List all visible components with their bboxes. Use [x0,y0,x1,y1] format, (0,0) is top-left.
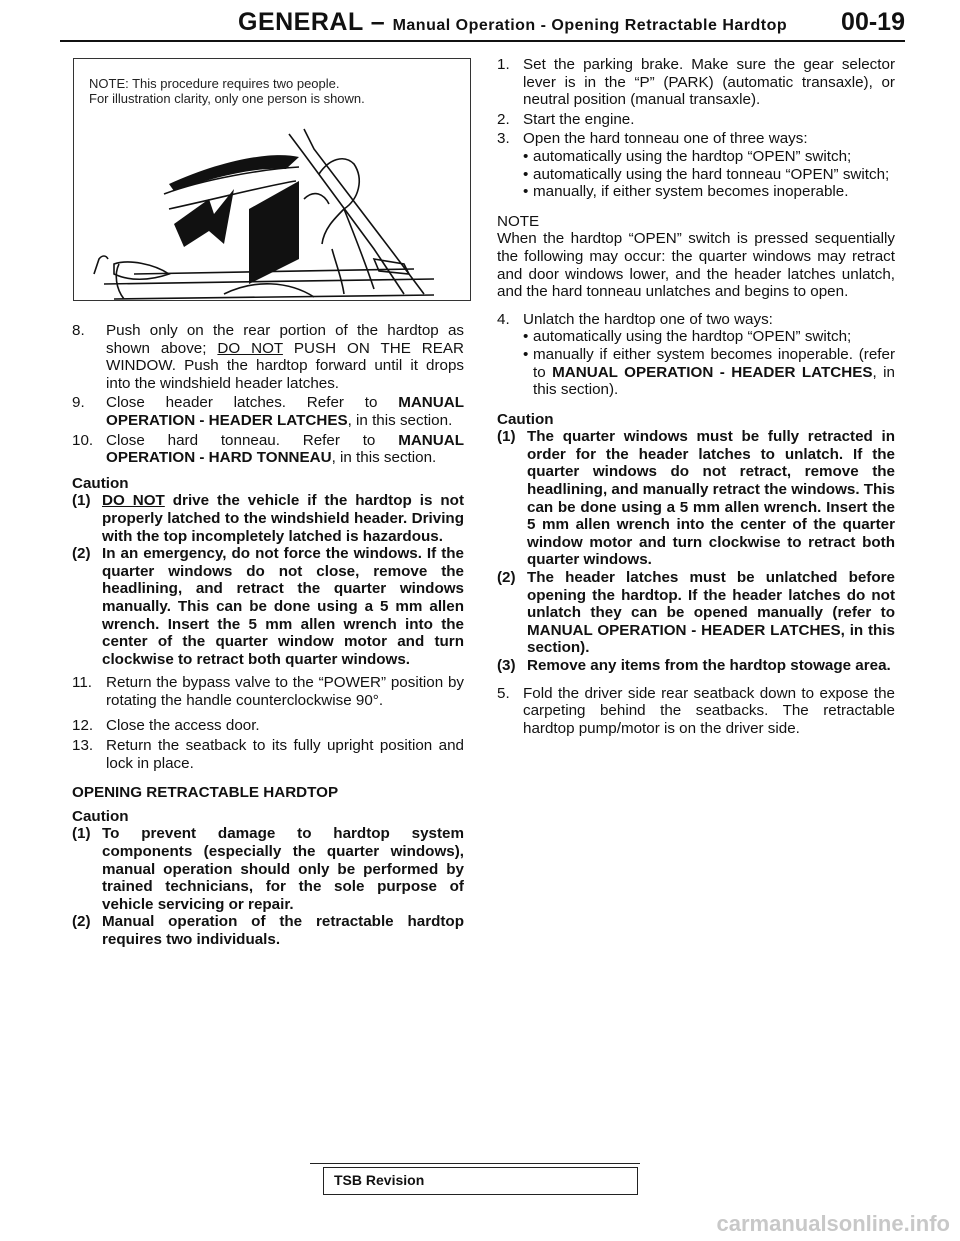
step-5-text: Fold the driver side rear seatback down to expose the carpeting behind the seatbacks. The retractable hardtop pump/motor is on the driver side. [523,684,895,737]
caution-2-2-number: (2) [72,913,91,931]
watermark: carmanualsonline.info [716,1211,950,1236]
section-heading: OPENING RETRACTABLE HARDTOP [72,784,339,802]
step-13 [72,737,464,772]
step-5 [497,685,895,738]
caution-1-1-text [102,492,464,545]
header-title [238,8,787,37]
footer-rule [310,1163,640,1164]
caution-3-1-number: (1) [497,428,516,446]
step-9-text-c: , in this section. [347,411,453,429]
step-3-bullet-2 [523,166,895,184]
step-9 [72,394,464,429]
caution-2-2 [72,913,464,948]
step-9-text [106,394,464,429]
caution-2-2-text: Manual operation of the retractable hardtop requires two individuals. [102,913,464,948]
step-4-bullet-2-ref: MANUAL OPERATION - HEADER LATCHES [552,363,873,381]
caution-do-not: DO NOT [102,492,165,510]
step-3-text: Open the hard tonneau one of three ways: [523,130,808,148]
step-12-number: 12. [72,717,94,735]
step-10-text [106,432,464,467]
step-1 [497,56,895,109]
step-8-text [106,322,464,392]
step-4-bullet-2-c: , in this section). [533,363,895,399]
step-3-bullet-3 [523,183,895,201]
caution-3-2 [497,569,895,657]
caution-3-1 [497,428,895,569]
step-12-text: Close the access door. [106,717,260,735]
caution-3-1-text: The quarter windows must be fully retracted in order for the header latches to unlatch. If the quarter windows do not retract, remove the headlining, and manually retract the windows. This can be done using a 5 mm allen wrench. Insert the 5 mm allen wrench into the center of the quarter window motor and turn clockwise to retract both quarter windows. [527,428,895,569]
illustration-drawing [74,59,470,300]
step-4-bullet-2-text [533,346,895,399]
page-number: 00-19 [841,8,905,36]
step-13-number: 13. [72,737,94,755]
caution-1-2 [72,545,464,668]
step-10-ref: MANUAL OPERATION - HARD TONNEAU [106,431,464,467]
caution-3-3 [497,657,895,675]
step-3-bullet-1-text: automatically using the hardtop “OPEN” switch; [533,147,852,165]
step-4-number: 4. [497,310,510,328]
step-4-text: Unlatch the hardtop one of two ways: [523,310,773,328]
step-3-body [523,130,895,200]
caution-title-2: Caution [72,807,129,825]
step-3-bullet-1 [523,148,895,166]
caution-3-3-number: (3) [497,657,516,674]
bullet-dot: • [523,165,529,183]
caution-3-2-number: (2) [497,569,516,587]
step-10 [72,432,464,467]
caution-1-1 [72,492,464,545]
caution-title-3: Caution [497,410,554,428]
note-text: When the hardtop “OPEN” switch is pressed sequentially the following may occur: the quarter windows may retract and door windows lower, and the header latches unlatch, and the hard tonneau unlatches and begins to open. [497,230,895,301]
caution-1-1-body: drive the vehicle if the hardtop is not properly latched to the windshield header. Driving with the top incompletely latched is hazardous. [102,492,464,545]
figure-note-line2: For illustration clarity, only one person is shown. [89,91,365,106]
step-8-text-a: Push only on the rear portion of the hardtop as shown above; [106,322,464,357]
caution-1-2-number: (2) [72,545,91,563]
caution-1-2-text: In an emergency, do not force the windows. If the quarter windows do not close, remove the headlining, and retract the quarter windows manually. This can be done using a 5 mm allen wrench. Insert the 5 mm allen wrench into the center of the quarter window motor and turn clockwise to retract both quarter windows. [102,545,464,668]
step-5-number: 5. [497,684,510,702]
step-8-do-not: DO NOT [217,339,283,357]
step-11-number: 11. [72,674,92,692]
step-2-text: Start the engine. [523,110,635,128]
step-2-number: 2. [497,110,510,128]
step-4-bullet-2 [523,346,895,399]
step-4-bullet-2-a: manually if either system becomes inoperable. (refer to [533,345,895,381]
step-3-bullet-3-text: manually, if either system becomes inoperable. [533,183,849,201]
right-column [497,56,895,739]
caution-3-3-text: Remove any items from the hardtop stowage area. [527,657,891,674]
header-dash: – [363,8,393,36]
step-3 [497,130,895,200]
step-10-number: 10. [72,431,94,449]
step-1-number: 1. [497,56,510,73]
step-9-ref: MANUAL OPERATION - HEADER LATCHES [106,394,464,429]
bullet-dot: • [523,147,529,165]
caution-title-1: Caution [72,474,129,492]
tsb-revision-box [323,1167,638,1195]
page-header [60,6,905,40]
step-4-body [523,311,895,399]
figure-note-line1: NOTE: This procedure requires two people. [89,76,340,91]
step-11-text: Return the bypass valve to the “POWER” position by rotating the handle counterclockwise 90°. [106,674,464,709]
hardtop-illustration [73,58,471,301]
step-9-number: 9. [72,394,85,412]
caution-1-1-number: (1) [72,492,91,510]
caution-2-1-text: To prevent damage to hardtop system components (especially the quarter windows), manual operation should only be performed by trained technicians, for the sole purpose of vehicle servicing or repair. [102,825,464,913]
step-4-bullet-1 [523,328,895,346]
step-9-text-a: Close header latches. Refer to [106,394,399,412]
step-4 [497,311,895,399]
step-4-bullet-1-text: automatically using the hardtop “OPEN” switch; [533,328,852,346]
step-1-text: Set the parking brake. Make sure the gear selector lever is in the “P” (PARK) (automatic transaxle), or neutral position (manual transaxle). [523,56,895,109]
caution-2-1-number: (1) [72,825,91,843]
caution-2-1 [72,825,464,913]
step-10-text-a: Close hard tonneau. Refer to [106,431,399,449]
caution-3-2-text: The header latches must be unlatched before opening the hardtop. If the header latches do not unlatch they can be opened manually (refer to MANUAL OPERATION - HEADER LATCHES, in this section). [527,569,895,657]
step-8-number: 8. [72,322,85,339]
bullet-dot: • [523,345,529,363]
bullet-dot: • [523,183,529,201]
step-8 [72,322,464,392]
step-12 [72,717,464,735]
header-title-text: GENERAL [238,8,364,36]
tsb-revision-label: TSB Revision [334,1172,425,1188]
header-rule [60,40,905,42]
step-8-text-b: PUSH ON THE REAR WINDOW. Push the hardtop forward until it drops into the windshield header latches. [106,339,464,392]
step-3-bullet-2-text: automatically using the hard tonneau “OPEN” switch; [533,165,890,183]
header-subtitle: Manual Operation - Opening Retractable Hardtop [392,17,788,34]
left-column [72,322,464,949]
step-2 [497,111,895,129]
step-3-number: 3. [497,130,510,148]
note-title: NOTE [497,212,540,230]
bullet-dot: • [523,328,529,346]
step-13-text: Return the seatback to its fully upright position and lock in place. [106,737,464,772]
step-11 [72,674,464,709]
step-10-text-c: , in this section. [331,449,437,467]
